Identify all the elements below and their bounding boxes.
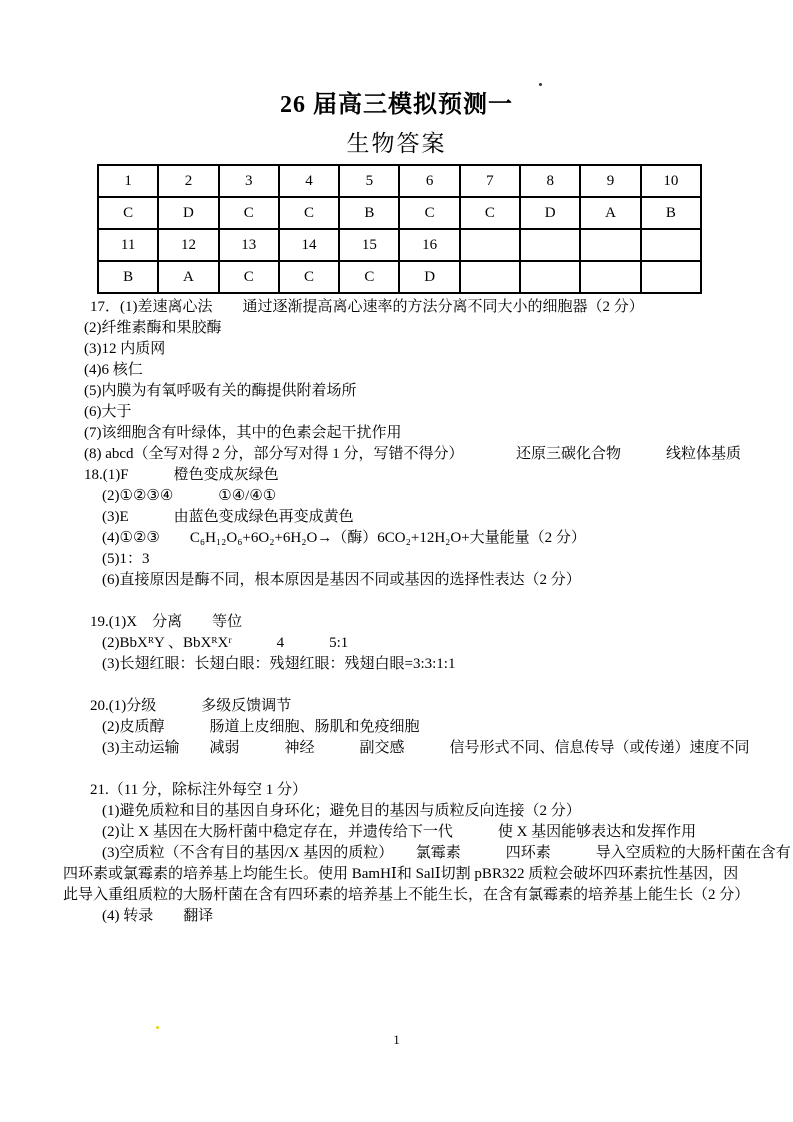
answer-line: (2)纤维素酶和果胶酶 (84, 320, 222, 336)
answer-cell: 12 (158, 229, 218, 261)
answer-cell: 13 (219, 229, 279, 261)
answer-cell: D (520, 197, 580, 229)
answer-cell: D (158, 197, 218, 229)
answer-cell: 10 (641, 165, 701, 197)
answer-line: (2)让 X 基因在大肠杆菌中稳定存在，并遗传给下一代 使 X 基因能够表达和发挥作用 (102, 824, 697, 840)
answer-section-18 (63, 465, 733, 591)
answer-line: 21.（11 分，除标注外每空 1 分） (90, 782, 307, 798)
answer-line: (2)BbXᴿY 、BbXᴿXʳ 4 5:1 (102, 635, 349, 651)
answer-line: 四环素或氯霉素的培养基上均能生长。使用 BamHⅠ和 SalⅠ切割 pBR322 质粒会破坏四环素抗性基因，因 (63, 866, 739, 882)
answer-cell: C (339, 261, 399, 293)
answer-line: (7)该细胞含有叶绿体，其中的色素会起干扰作用 (84, 425, 402, 441)
stray-dot-top (539, 83, 542, 86)
answer-line: (4) 转录 翻译 (102, 908, 214, 924)
page-number: 1 (393, 1032, 400, 1047)
answer-cell (520, 261, 580, 293)
answer-cell (580, 229, 640, 261)
answer-line: (8) abcd（全写对得 2 分，部分写对得 1 分，写错不得分） 还原三碳化合物 线粒体基质 (84, 446, 742, 462)
answer-cell: 7 (460, 165, 520, 197)
answer-section-20 (63, 696, 750, 759)
answer-cell: C (219, 197, 279, 229)
answer-line: 20.(1)分级 多级反馈调节 (90, 698, 292, 714)
answer-cell (460, 229, 520, 261)
answer-cell: B (98, 261, 158, 293)
doc-subtitle: 生物答案 (346, 131, 447, 156)
answer-cell: 11 (98, 229, 158, 261)
answer-line: 19.(1)X 分离 等位 (90, 614, 243, 630)
answer-line: (3)E 由蓝色变成绿色再变成黄色 (102, 509, 354, 525)
answer-cell: 9 (580, 165, 640, 197)
answer-cell: 16 (399, 229, 459, 261)
answer-cell: C (98, 197, 158, 229)
answer-cell: B (641, 197, 701, 229)
answer-cell: 14 (279, 229, 339, 261)
table-row-answers-11-16 (98, 261, 701, 293)
answer-cell: 3 (219, 165, 279, 197)
answer-cell: 1 (98, 165, 158, 197)
answer-line: (4)6 核仁 (84, 362, 143, 378)
answer-line: (6)大于 (84, 404, 132, 420)
answer-cell: 8 (520, 165, 580, 197)
answer-cell (580, 261, 640, 293)
answer-line: (5)内膜为有氧呼吸有关的酶提供附着场所 (84, 383, 357, 399)
answer-line: (6)直接原因是酶不同，根本原因是基因不同或基因的选择性表达（2 分） (102, 572, 581, 588)
table-row-answers-1-10 (98, 197, 701, 229)
answer-cell: 2 (158, 165, 218, 197)
answer-line: (4)①②③ C₆H₁₂O₆+6O₂+6H₂O→（酶）6CO₂+12H₂O+大量能量（2 分） (102, 530, 586, 546)
answer-cell: 15 (339, 229, 399, 261)
answer-cell: C (399, 197, 459, 229)
answer-line: (3)12 内质网 (84, 341, 166, 357)
answer-cell: C (460, 197, 520, 229)
answer-line: (2)皮质醇 肠道上皮细胞、肠肌和免疫细胞 (102, 719, 420, 735)
answer-line: 此导入重组质粒的大肠杆菌在含有四环素的培养基上不能生长，在含有氯霉素的培养基上能生长（2 分） (63, 887, 750, 903)
answer-line: (2)①②③④ ①④/④① (102, 488, 277, 504)
answer-cell (520, 229, 580, 261)
table-row-question-numbers (98, 165, 701, 197)
answer-key-table (97, 164, 702, 294)
answer-line: (3)长翅红眼：长翅白眼：残翅红眼：残翅白眼=3:3:1:1 (102, 656, 456, 672)
answer-cell: B (339, 197, 399, 229)
answer-cell (641, 229, 701, 261)
answer-cell: 4 (279, 165, 339, 197)
answer-line: (1)避免质粒和目的基因自身环化；避免目的基因与质粒反向连接（2 分） (102, 803, 581, 819)
answer-cell: D (399, 261, 459, 293)
answer-cell: C (219, 261, 279, 293)
answer-line: (3)空质粒（不含有目的基因/X 基因的质粒） 氯霉素 四环素 导入空质粒的大肠杆菌在含有 (102, 845, 791, 861)
answer-cell: C (279, 197, 339, 229)
answer-section-19 (63, 612, 733, 675)
answer-cell: 6 (399, 165, 459, 197)
answer-line: (3)主动运输 减弱 神经 副交感 信号形式不同、信息传导（或传递）速度不同 (102, 740, 750, 756)
table-row-question-numbers-2 (98, 229, 701, 261)
answers-body (63, 297, 791, 927)
stray-dot-bottom (156, 1026, 159, 1029)
answer-cell: A (158, 261, 218, 293)
answer-cell (641, 261, 701, 293)
answer-cell: 5 (339, 165, 399, 197)
answer-cell (460, 261, 520, 293)
answer-line: 18.(1)F 橙色变成灰绿色 (84, 467, 279, 483)
answer-line: (5)1：3 (102, 551, 150, 567)
answer-cell: C (279, 261, 339, 293)
doc-title: 26 届高三模拟预测一 (280, 92, 513, 118)
answer-section-21 (63, 780, 791, 927)
answer-section-17 (63, 297, 742, 465)
answer-cell: A (580, 197, 640, 229)
answer-line: 17．(1)差速离心法 通过逐渐提高离心速率的方法分离不同大小的细胞器（2 分） (90, 299, 644, 315)
